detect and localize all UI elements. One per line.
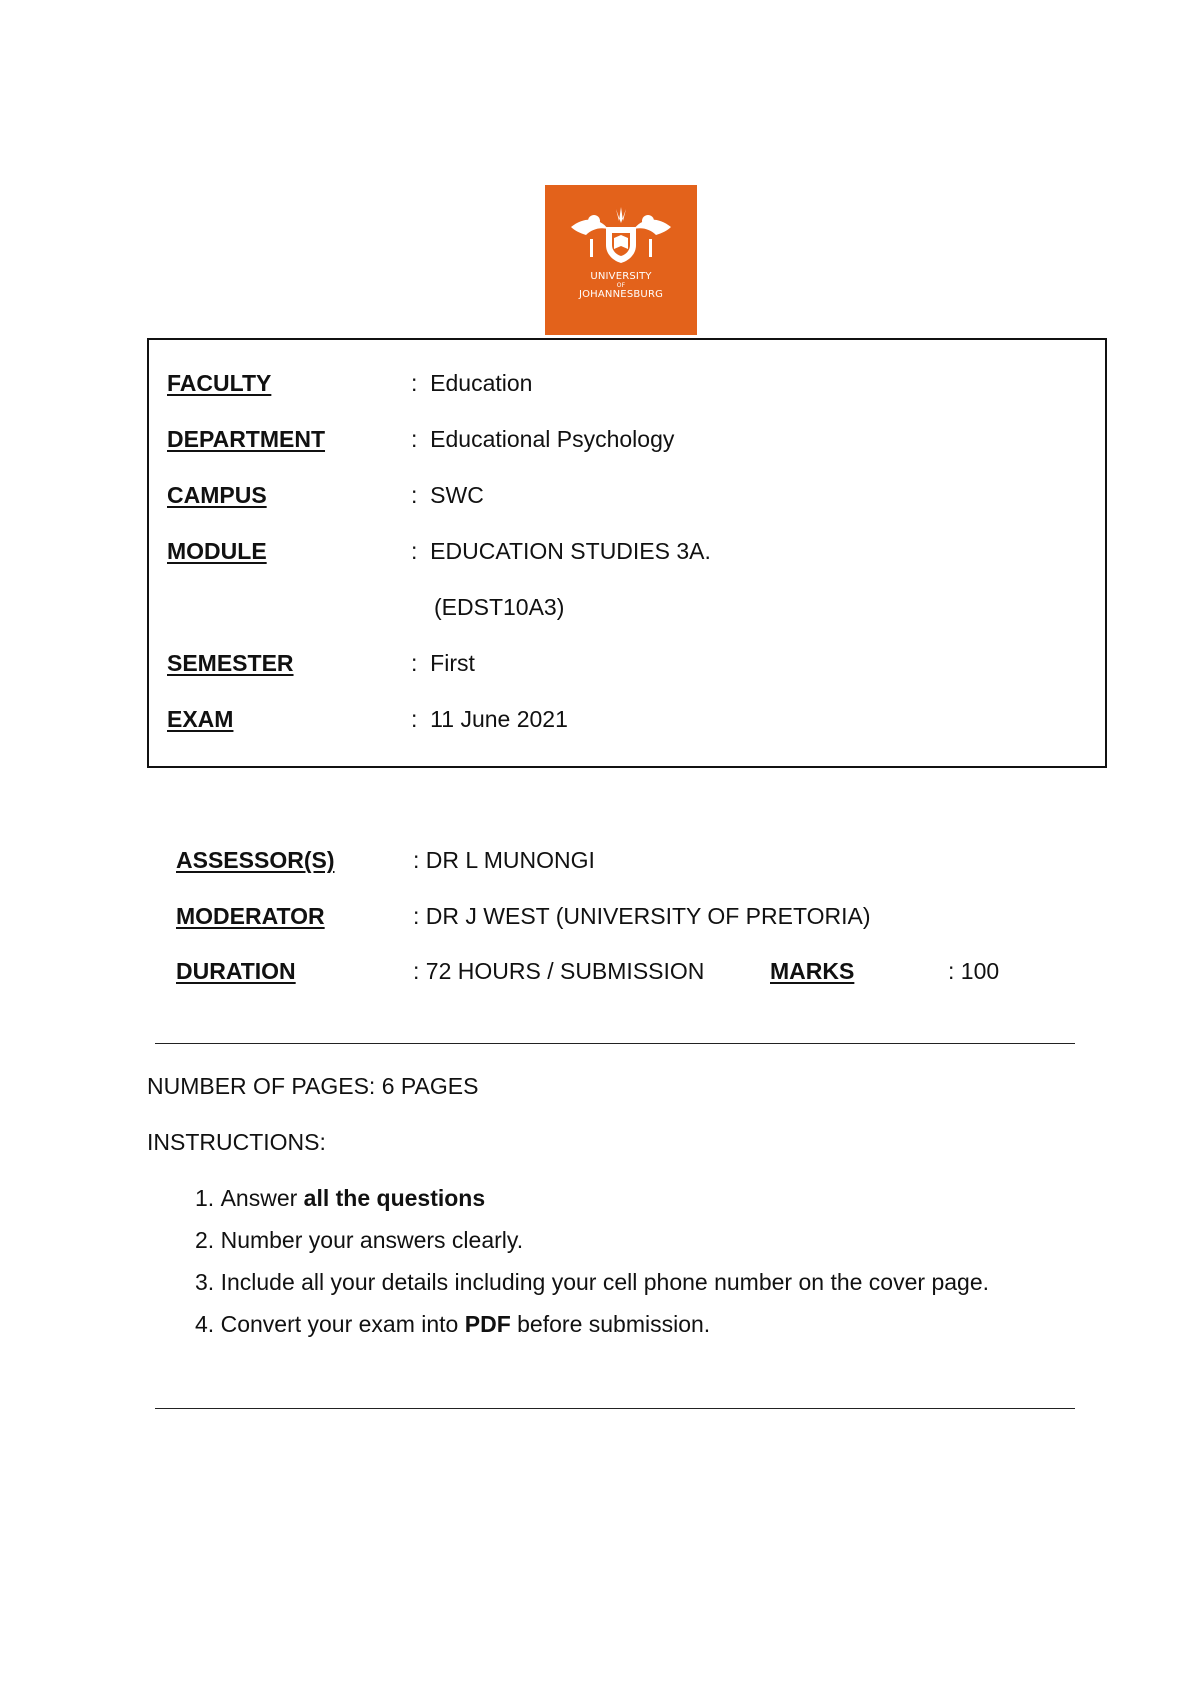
faculty-value: Education (430, 370, 533, 396)
university-logo (545, 185, 697, 335)
instruction-item (195, 1184, 485, 1212)
module-code: (EDST10A3) (434, 594, 565, 620)
faculty-value-row: : Education (411, 370, 533, 396)
faculty-label: FACULTY (167, 370, 272, 396)
campus-value: SWC (430, 482, 484, 508)
instruction-number: 2. (195, 1227, 215, 1253)
instruction-item (195, 1268, 989, 1296)
campus-row (167, 481, 267, 509)
duration-label: DURATION (176, 958, 296, 984)
module-label: MODULE (167, 538, 267, 564)
faculty-row (167, 369, 271, 397)
semester-value: First (430, 650, 475, 676)
instruction-number: 4. (195, 1311, 215, 1337)
instructions-heading: INSTRUCTIONS: (147, 1129, 326, 1155)
assessor-label: ASSESSOR(S) (176, 847, 335, 873)
campus-value-row: : SWC (411, 482, 484, 508)
module-row (167, 537, 267, 565)
department-value: Educational Psychology (430, 426, 675, 452)
instruction-number: 3. (195, 1269, 215, 1295)
duration-row (176, 957, 296, 985)
department-value-row: : Educational Psychology (411, 426, 675, 452)
exam-value: 11 June 2021 (430, 706, 568, 732)
crest-icon (566, 205, 676, 267)
course-info-box (147, 338, 1107, 768)
assessor-row (176, 846, 334, 874)
semester-value-row: : First (411, 650, 475, 676)
instruction-text: Include all your details including your cell phone number on the cover page. (220, 1269, 990, 1295)
module-value-row: : EDUCATION STUDIES 3A. (411, 538, 711, 564)
instruction-number: 1. (195, 1185, 215, 1211)
instruction-item (195, 1226, 523, 1254)
department-row (167, 425, 325, 453)
logo-line-university: UNIVERSITY (590, 271, 652, 282)
logo-line-of: OF (616, 282, 626, 289)
duration-value: 72 HOURS / SUBMISSION (425, 958, 705, 984)
moderator-value: DR J WEST (UNIVERSITY OF PRETORIA) (425, 903, 871, 929)
moderator-value-row: : DR J WEST (UNIVERSITY OF PRETORIA) (413, 903, 871, 929)
moderator-label: MODERATOR (176, 903, 325, 929)
semester-label: SEMESTER (167, 650, 294, 676)
module-value: EDUCATION STUDIES 3A. (430, 538, 711, 564)
marks-value-row: : 100 (948, 958, 1000, 984)
exam-row (167, 705, 233, 733)
campus-label: CAMPUS (167, 482, 267, 508)
module-code-row (434, 593, 564, 621)
semester-row (167, 649, 294, 677)
instruction-bold-text: PDF (464, 1311, 511, 1337)
assessor-value: DR L MUNONGI (425, 847, 595, 873)
assessor-value-row: : DR L MUNONGI (413, 847, 595, 873)
logo-line-johannesburg: JOHANNESBURG (578, 289, 664, 300)
marks-label: MARKS (770, 958, 855, 984)
divider-bottom (155, 1408, 1075, 1409)
exam-label: EXAM (167, 706, 234, 732)
marks-value: 100 (960, 958, 1000, 984)
department-label: DEPARTMENT (167, 426, 326, 452)
instruction-text: Answer (220, 1185, 304, 1211)
instruction-text: Number your answers clearly. (220, 1227, 524, 1253)
instruction-text-tail: before submission. (510, 1311, 711, 1337)
logo-wordmark (579, 271, 663, 300)
marks-row (770, 957, 854, 985)
exam-value-row: : 11 June 2021 (411, 706, 568, 732)
instruction-text: Convert your exam into (220, 1311, 465, 1337)
instruction-bold-text: all the questions (303, 1185, 486, 1211)
moderator-row (176, 902, 325, 930)
instruction-item (195, 1310, 710, 1338)
duration-value-row: : 72 HOURS / SUBMISSION (413, 958, 705, 984)
number-of-pages: NUMBER OF PAGES: 6 PAGES (147, 1073, 479, 1099)
divider-top (155, 1043, 1075, 1044)
